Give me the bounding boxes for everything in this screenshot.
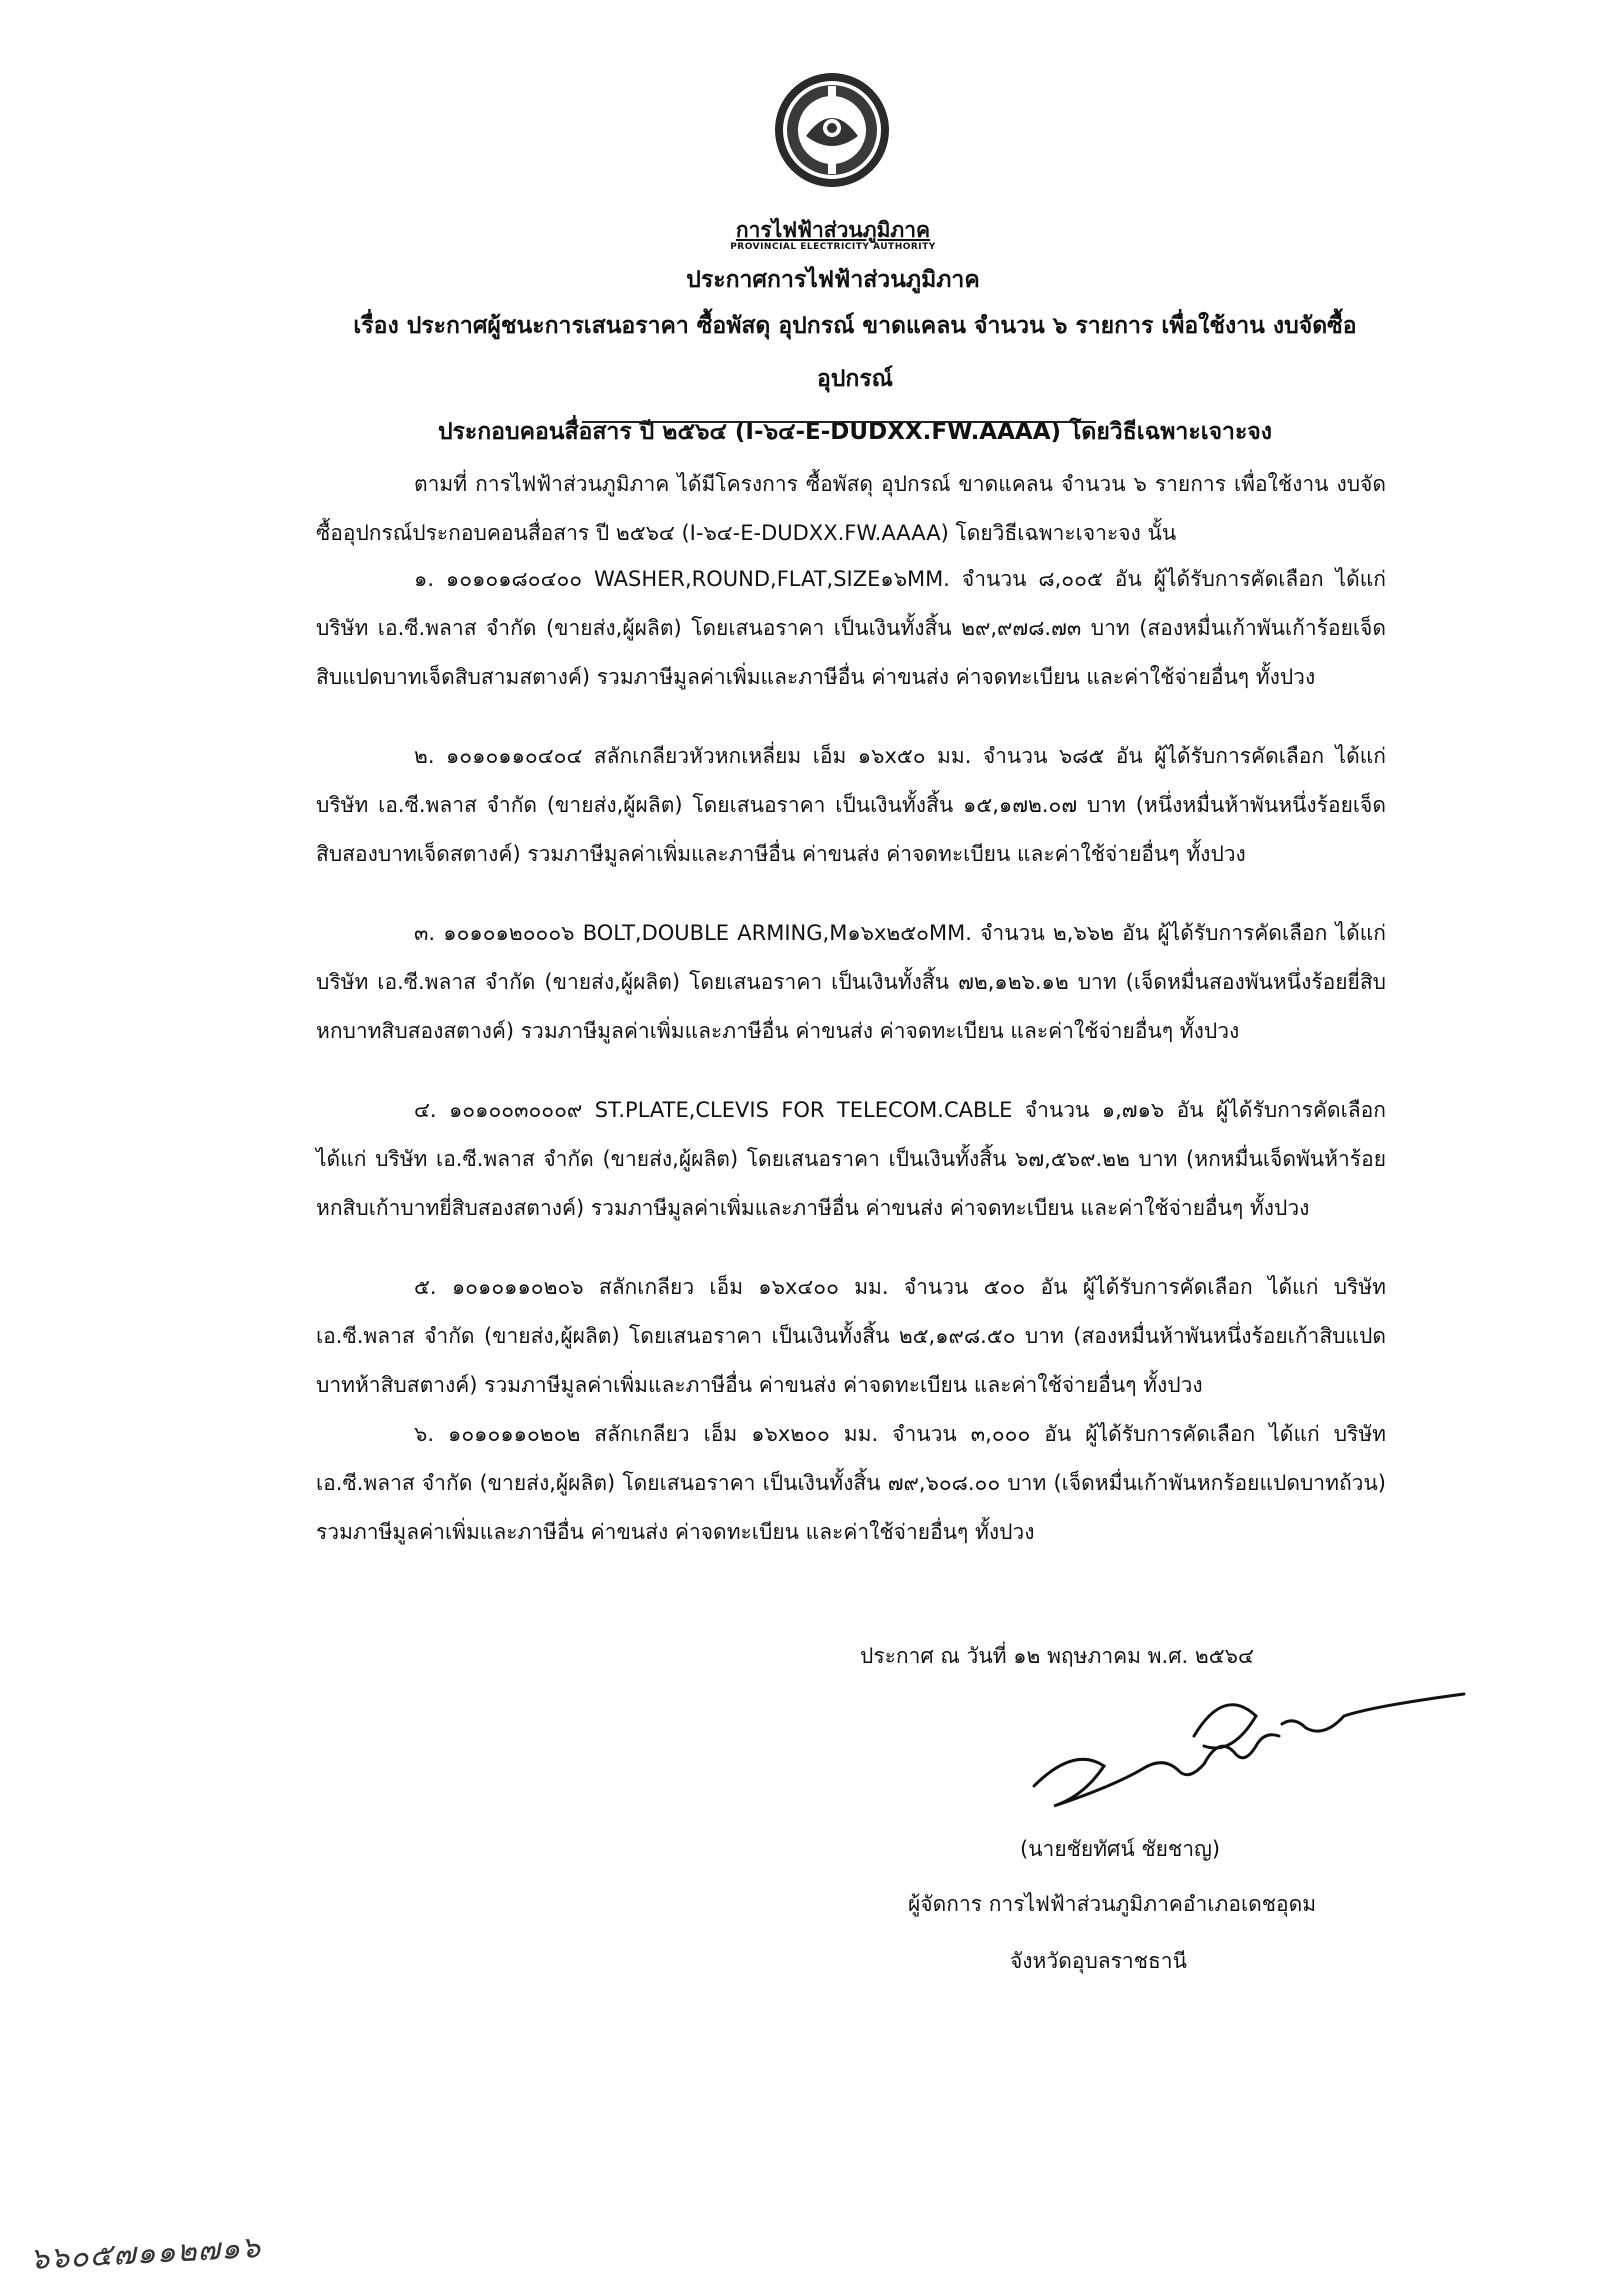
signer-province: จังหวัดอุบลราชธานี	[1010, 1949, 1187, 1973]
award-item-6: ๖. ๑๐๑๐๑๑๐๒๐๒ สลักเกลียว เอ็ม ๑๖x๒๐๐ มม. จำนวน ๓,๐๐๐ อัน ผู้ได้รับการคัดเลือก ได้แก่ บริษัท เอ.ซี.พลาส จำกัด (ขายส่ง,ผู้ผลิต) โดยเสนอราคา เป็นเงินทั้งสิ้น ๗๙,๖๐๘.๐๐ บาท (เจ็ดหมื่นเก้าพันหกร้อยแปดบาทถ้วน) รวมภาษีมูลค่าเพิ่มและภาษีอื่น ค่าขนส่ง ค่าจดทะเบียน และค่าใช้จ่ายอื่นๆ ทั้งปวง	[316, 1422, 1386, 1544]
award-item-3: ๓. ๑๐๑๐๑๒๐๐๐๖ BOLT,DOUBLE ARMING,M๑๖x๒๕๐MM. จำนวน ๒,๖๖๒ อัน ผู้ได้รับการคัดเลือก ได้แก่ บริษัท เอ.ซี.พลาส จำกัด (ขายส่ง,ผู้ผลิต) โดยเสนอราคา เป็นเงินทั้งสิ้น ๗๒,๑๒๖.๑๒ บาท (เจ็ดหมื่นสองพันหนึ่งร้อยยี่สิบหกบาทสิบสองสตางค์) รวมภาษีมูลค่าเพิ่มและภาษีอื่น ค่าขนส่ง ค่าจดทะเบียน และค่าใช้จ่ายอื่นๆ ทั้งปวง	[316, 921, 1386, 1043]
subject-line-1: เรื่อง ประกาศผู้ชนะการเสนอราคา ซื้อพัสดุ อุปกรณ์ ขาดแคลน จำนวน ๖ รายการ เพื่อใช้งาน งบจัดซื้ออุปกรณ์	[353, 313, 1357, 392]
org-name-english: PROVINCIAL ELECTRICITY AUTHORITY	[730, 242, 936, 252]
signer-name: (นายชัยทัศน์ ชัยชาญ)	[1020, 1837, 1221, 1861]
signer-position: ผู้จัดการ การไฟฟ้าส่วนภูมิภาคอำเภอเดชอุดม	[908, 1892, 1317, 1916]
intro-paragraph	[316, 460, 1386, 558]
document-title: ประกาศการไฟฟ้าส่วนภูมิภาค	[686, 267, 980, 293]
signature-image	[994, 1676, 1474, 1826]
subject-line-2: ประกอบคอนสื่อสาร ปี ๒๕๖๔ (I-๖๔-E-DUDXX.FW.AAAA) โดยวิธีเฉพาะเจาะจง	[437, 419, 1273, 445]
award-list	[316, 555, 1386, 1557]
intro-text: ตามที่ การไฟฟ้าส่วนภูมิภาค ได้มีโครงการ ซื้อพัสดุ อุปกรณ์ ขาดแคลน จำนวน ๖ รายการ เพื่อใช้งาน งบจัดซื้ออุปกรณ์ประกอบคอนสื่อสาร ปี ๒๕๖๔ (I-๖๔-E-DUDXX.FW.AAAA) โดยวิธีเฉพาะเจาะจง นั้น	[316, 472, 1386, 545]
handwritten-reference: ๖๖๐๕๗๑๑๒๗๑๖	[29, 2229, 262, 2278]
subject	[330, 300, 1380, 459]
announcement-date: ประกาศ ณ วันที่ ๑๒ พฤษภาคม พ.ศ. ๒๕๖๔	[860, 1644, 1254, 1668]
title-divider	[582, 421, 1096, 423]
award-item-4: ๔. ๑๐๑๐๐๓๐๐๐๙ ST.PLATE,CLEVIS FOR TELECOM.CABLE จำนวน ๑,๗๑๖ อัน ผู้ได้รับการคัดเลือก ได้แก่ บริษัท เอ.ซี.พลาส จำกัด (ขายส่ง,ผู้ผลิต) โดยเสนอราคา เป็นเงินทั้งสิ้น ๖๗,๕๖๙.๒๒ บาท (หกหมื่นเจ็ดพันห้าร้อยหกสิบเก้าบาทยี่สิบสองสตางค์) รวมภาษีมูลค่าเพิ่มและภาษีอื่น ค่าขนส่ง ค่าจดทะเบียน และค่าใช้จ่ายอื่นๆ ทั้งปวง	[316, 1098, 1386, 1220]
award-item-5: ๕. ๑๐๑๐๑๑๐๒๐๖ สลักเกลียว เอ็ม ๑๖x๔๐๐ มม. จำนวน ๕๐๐ อัน ผู้ได้รับการคัดเลือก ได้แก่ บริษัท เอ.ซี.พลาส จำกัด (ขายส่ง,ผู้ผลิต) โดยเสนอราคา เป็นเงินทั้งสิ้น ๒๕,๑๙๘.๕๐ บาท (สองหมื่นห้าพันหนึ่งร้อยเก้าสิบแปดบาทห้าสิบสตางค์) รวมภาษีมูลค่าเพิ่มและภาษีอื่น ค่าขนส่ง ค่าจดทะเบียน และค่าใช้จ่ายอื่นๆ ทั้งปวง	[316, 1275, 1386, 1397]
org-name-thai: การไฟฟ้าส่วนภูมิภาค	[735, 218, 931, 242]
award-item-2: ๒. ๑๐๑๐๑๑๐๔๐๔ สลักเกลียวหัวหกเหลี่ยม เอ็ม ๑๖x๕๐ มม. จำนวน ๖๘๕ อัน ผู้ได้รับการคัดเลือก ได้แก่ บริษัท เอ.ซี.พลาส จำกัด (ขายส่ง,ผู้ผลิต) โดยเสนอราคา เป็นเงินทั้งสิ้น ๑๕,๑๗๒.๐๗ บาท (หนึ่งหมื่นห้าพันหนึ่งร้อยเจ็ดสิบสองบาทเจ็ดสตางค์) รวมภาษีมูลค่าเพิ่มและภาษีอื่น ค่าขนส่ง ค่าจดทะเบียน และค่าใช้จ่ายอื่นๆ ทั้งปวง	[316, 744, 1387, 866]
award-item-1: ๑. ๑๐๑๐๑๘๐๔๐๐ WASHER,ROUND,FLAT,SIZE๑๖MM. จำนวน ๘,๐๐๕ อัน ผู้ได้รับการคัดเลือก ได้แก่ บริษัท เอ.ซี.พลาส จำกัด (ขายส่ง,ผู้ผลิต) โดยเสนอราคา เป็นเงินทั้งสิ้น ๒๙,๙๗๘.๗๓ บาท (สองหมื่นเก้าพันเก้าร้อยเจ็ดสิบแปดบาทเจ็ดสิบสามสตางค์) รวมภาษีมูลค่าเพิ่มและภาษีอื่น ค่าขนส่ง ค่าจดทะเบียน และค่าใช้จ่ายอื่นๆ ทั้งปวง	[316, 567, 1386, 689]
pea-emblem-logo	[772, 70, 892, 190]
